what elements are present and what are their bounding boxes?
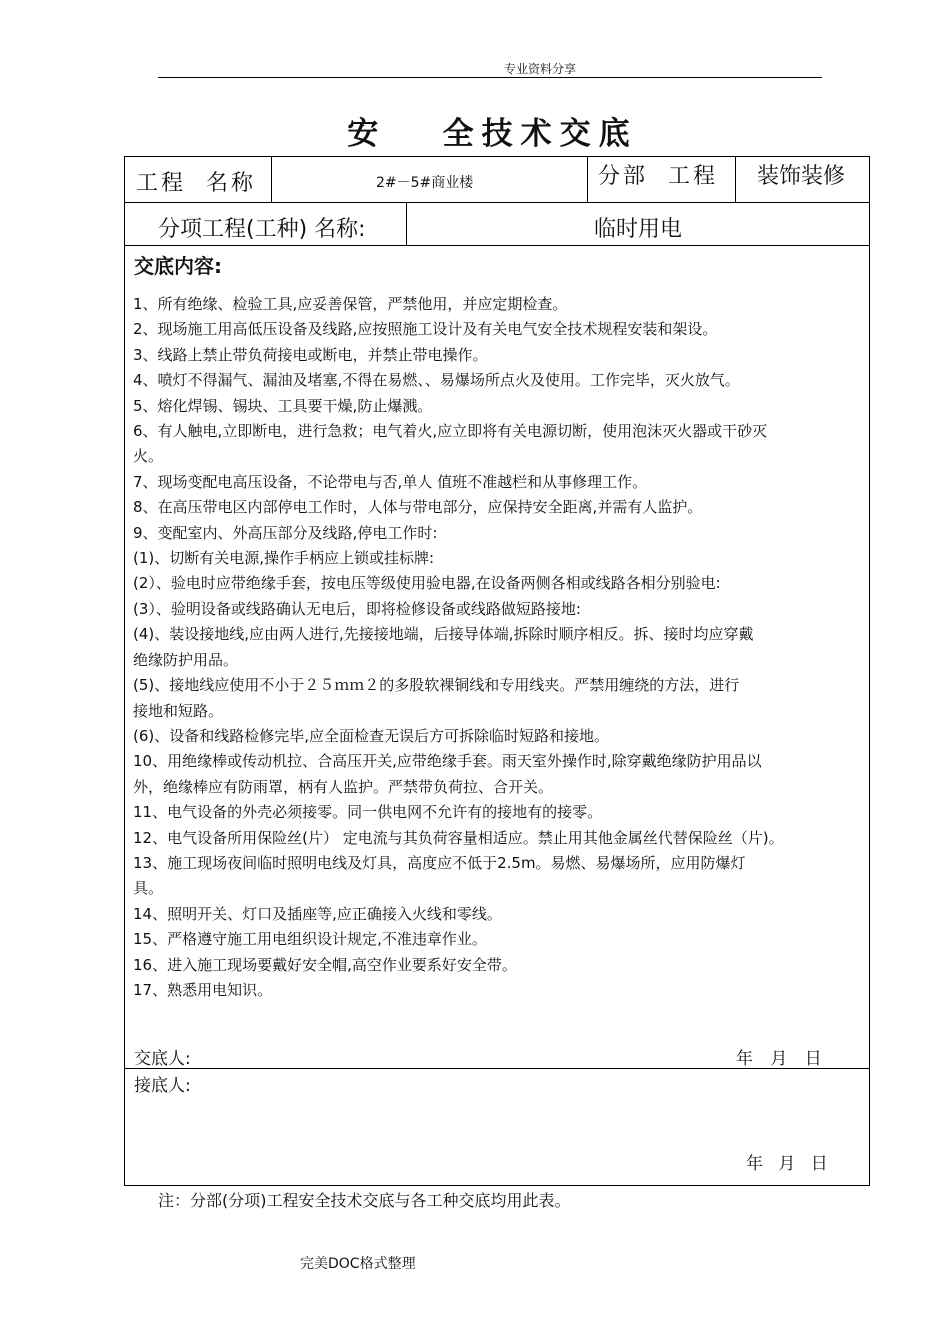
disclosure-items: [133, 292, 861, 1003]
list-item: 12、电气设备所用保险丝(片） 定电流与其负荷容量相适应。禁止用其他金属丝代替保险丝（片)。: [133, 828, 784, 847]
list-item: 接地和短路。: [133, 701, 224, 720]
list-item: 具。: [133, 879, 164, 898]
list-item: 9、变配室内、外高压部分及线路,停电工作时:: [133, 523, 438, 542]
list-item: 10、用绝缘棒或传动机拉、合高压开关,应带绝缘手套。雨天室外操作时,除穿戴绝缘防护用品以: [133, 752, 762, 771]
list-item: 8、在高压带电区内部停电工作时，人体与带电部分，应保持安全距离,并需有人监护。: [133, 498, 703, 517]
list-item: (5)、接地线应使用不小于２５ｍｍ２的多股软裸铜线和专用线夹。严禁用缠绕的方法，进行: [133, 676, 740, 695]
list-item: 11、电气设备的外壳必须接零。同一供电网不允许有的接地有的接零。: [133, 803, 603, 822]
list-item: 14、照明开关、灯口及插座等,应正确接入火线和零线。: [133, 904, 502, 923]
table-row-divider: [124, 202, 870, 203]
list-item: 7、现场变配电高压设备，不论带电与否,单人 值班不准越栏和从事修理工作。: [133, 472, 648, 491]
header-divider: [158, 77, 822, 78]
list-item: 5、熔化焊锡、锡块、工具要干燥,防止爆溅。: [133, 396, 433, 415]
document-title: 安 全技术交底: [347, 116, 638, 152]
table-col-divider: [735, 156, 736, 202]
list-item: 17、熟悉用电知识。: [133, 980, 273, 999]
receiver-date: 年 月 日: [746, 1154, 833, 1174]
list-item: 外，绝缘棒应有防雨罩，柄有人监护。严禁带负荷拉、合开关。: [133, 777, 554, 796]
list-item: 火。: [133, 447, 164, 466]
list-item: 3、线路上禁止带负荷接电或断电，并禁止带电操作。: [133, 345, 488, 364]
list-item: (1)、切断有关电源,操作手柄应上锁或挂标牌:: [133, 549, 435, 568]
division-value: 装饰装修: [757, 164, 846, 189]
list-item: 2、现场施工用高低压设备及线路,应按照施工设计及有关电气安全技术规程安装和架设。: [133, 320, 718, 339]
subitem-value: 临时用电: [594, 217, 683, 242]
list-item: (4)、装设接地线,应由两人进行,先接接地端，后接导体端,拆除时顺序相反。拆、接时均应穿戴: [133, 625, 754, 644]
table-col-divider: [271, 156, 272, 202]
list-item: 15、严格遵守施工用电组织设计规定,不准违章作业。: [133, 930, 487, 949]
list-item: 绝缘防护用品。: [133, 650, 239, 669]
content-heading: 交底内容:: [134, 254, 222, 278]
project-name-label: 工程 名称: [136, 171, 256, 196]
list-item: (6)、设备和线路检修完毕,应全面检查无误后方可拆除临时短路和接地。: [133, 726, 610, 745]
list-item: 13、施工现场夜间临时照明电线及灯具，高度应不低于2.5m。易燃、易爆场所，应用防爆灯: [133, 853, 746, 872]
division-label: 分部 工程: [598, 164, 718, 189]
page-footer-text: 完美DOC格式整理: [300, 1256, 416, 1272]
list-item: 1、所有绝缘、检验工具,应妥善保管，严禁他用，并应定期检查。: [133, 295, 568, 313]
table-col-divider: [406, 202, 407, 245]
list-item: 16、进入施工现场要戴好安全帽,高空作业要系好安全带。: [133, 955, 517, 974]
table-col-divider: [587, 156, 588, 202]
project-name-value: 2#－5#商业楼: [376, 175, 474, 191]
table-note: 注：分部(分项)工程安全技术交底与各工种交底均用此表。: [158, 1191, 571, 1210]
discloser-date: 年 月 日: [736, 1049, 828, 1069]
table-row-divider: [124, 245, 870, 246]
subitem-label: 分项工程(工种) 名称:: [158, 217, 366, 242]
list-item: (3）、验明设备或线路确认无电后，即将检修设备或线路做短路接地:: [133, 599, 581, 618]
list-item: 6、有人触电,立即断电，进行急救；电气着火,应立即将有关电源切断，使用泡沫灭火器或干砂灭: [133, 422, 768, 441]
receiver-label: 接底人:: [134, 1076, 191, 1096]
list-item: 4、喷灯不得漏气、漏油及堵塞,不得在易燃、、易爆场所点火及使用。工作完毕，灭火放气。: [133, 371, 740, 390]
list-item: (2）、验电时应带绝缘手套，按电压等级使用验电器,在设备两侧各相或线路各相分别验电:: [133, 574, 721, 593]
page-header-text: 专业资料分享: [503, 62, 576, 76]
discloser-label: 交底人:: [134, 1049, 191, 1069]
